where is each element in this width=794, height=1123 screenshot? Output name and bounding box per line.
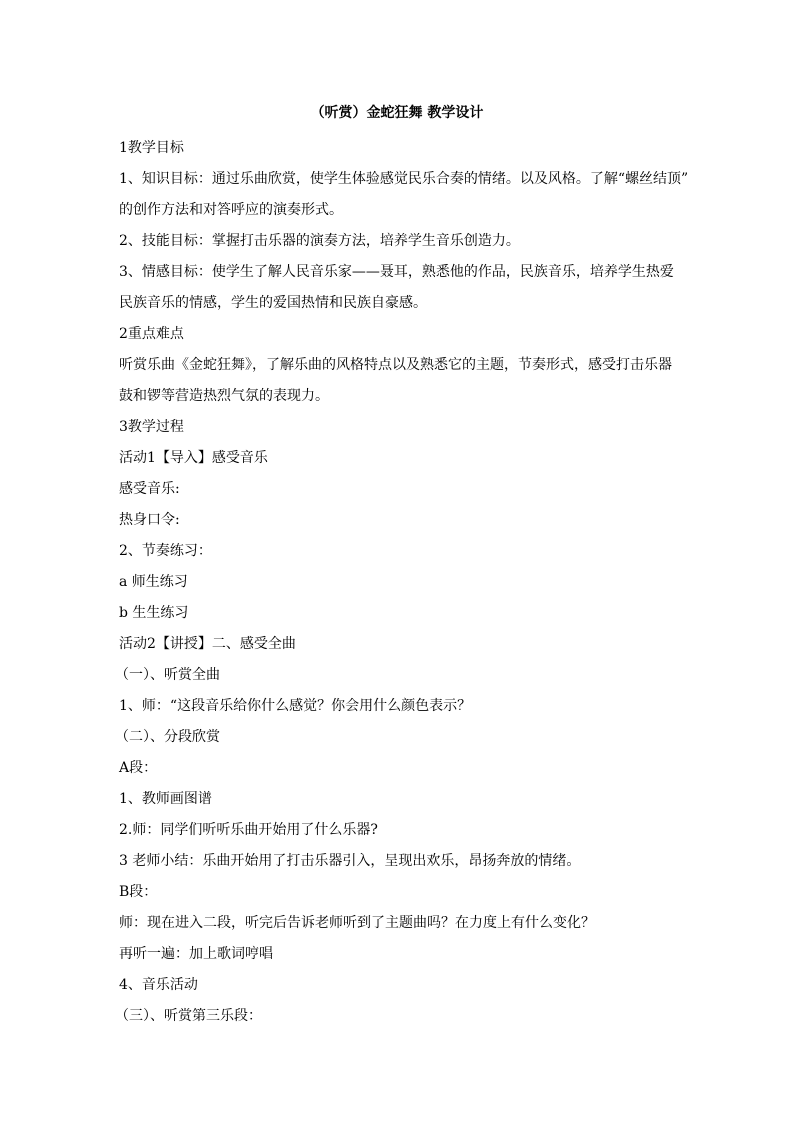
section-heading-teaching-process: 3教学过程 [119, 419, 184, 435]
list-item: 1、师：“这段音乐给你什么感觉？你会用什么颜色表示？ [119, 698, 472, 714]
list-item: 再听一遍：加上歌词哼唱 [119, 946, 273, 962]
document-title: （听赏）金蛇狂舞 教学设计 [310, 105, 484, 121]
list-item: 师：现在进入二段，听完后告诉老师听到了主题曲吗？在力度上有什么变化？ [119, 915, 595, 931]
activity-1-heading: 活动1【导入】感受音乐 [119, 450, 268, 466]
list-item: b 生生练习 [119, 605, 189, 621]
paragraph-key-points-cont: 鼓和锣等营造热烈气氛的表现力。 [119, 388, 329, 404]
paragraph-skill-goal: 2、技能目标：掌握打击乐器的演奏方法，培养学生音乐创造力。 [119, 233, 520, 249]
subsection-heading: （三）、听赏第三乐段： [115, 1008, 262, 1024]
paragraph-emotion-goal: 3、情感目标：使学生了解人民音乐家——聂耳，熟悉他的作品，民族音乐，培养学生热爱 [119, 264, 674, 280]
paragraph-knowledge-goal: 1、知识目标：通过乐曲欣赏，使学生体验感觉民乐合奏的情绪。以及风格。了解“螺丝结顶” [119, 171, 689, 187]
list-item: B段： [119, 884, 158, 900]
paragraph-key-points: 听赏乐曲《金蛇狂舞》，了解乐曲的风格特点以及熟悉它的主题，节奏形式，感受打击乐器 [119, 357, 672, 373]
list-item: 热身口令: [119, 512, 180, 528]
subsection-heading: （二）、分段欣赏 [115, 729, 220, 745]
paragraph-knowledge-goal-cont: 的创作方法和对答呼应的演奏形式。 [119, 202, 343, 218]
activity-2-heading: 活动2【讲授】二、感受全曲 [119, 636, 296, 652]
document-body [115, 133, 689, 1032]
subsection-heading: （一）、听赏全曲 [115, 667, 220, 683]
list-item: 4、音乐活动 [119, 977, 198, 993]
list-item: 感受音乐: [119, 481, 180, 497]
list-item: 3 老师小结：乐曲开始用了打击乐器引入，呈现出欢乐，昂扬奔放的情绪。 [119, 853, 581, 869]
list-item: 1、教师画图谱 [119, 791, 212, 807]
paragraph-emotion-goal-cont: 民族音乐的情感，学生的爱国热情和民族自豪感。 [119, 295, 427, 311]
section-heading-key-points: 2重点难点 [119, 326, 184, 342]
list-item: 2、节奏练习： [119, 543, 212, 559]
list-item: A段： [119, 760, 158, 776]
list-item: a 师生练习 [119, 574, 188, 590]
list-item: 2.师：同学们听听乐曲开始用了什么乐器? [119, 822, 378, 838]
section-heading-teaching-goals: 1教学目标 [119, 140, 184, 156]
